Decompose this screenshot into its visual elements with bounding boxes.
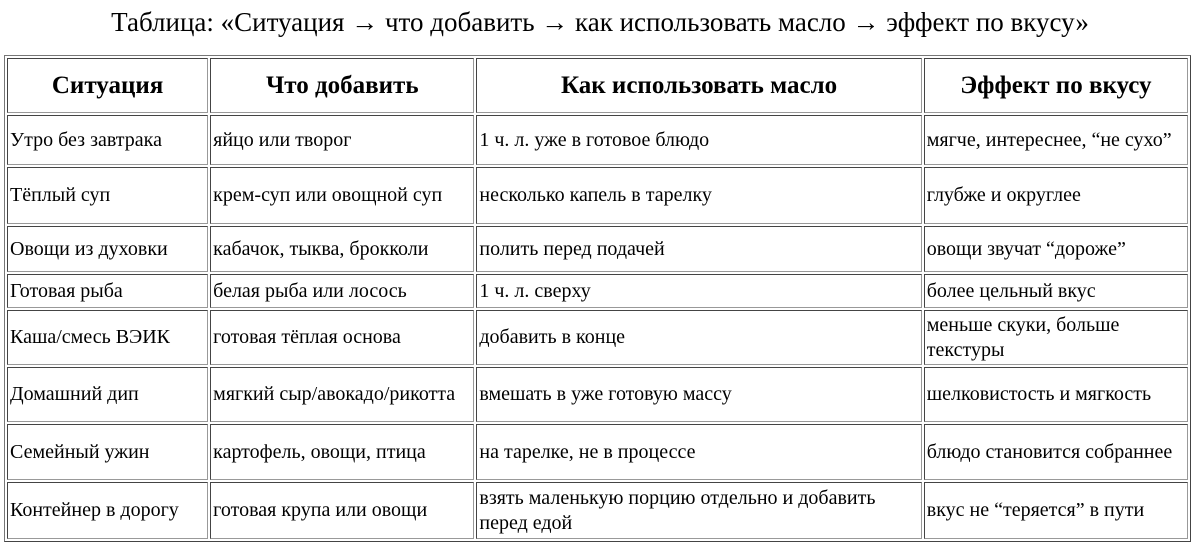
table-row [7, 226, 1188, 272]
cell-how-to-use-oil: несколько капель в тарелку [476, 167, 921, 224]
cell-what-to-add: готовая тёплая основа [210, 310, 474, 365]
header-taste-effect: Эффект по вкусу [924, 58, 1188, 113]
table-row [7, 424, 1188, 480]
cell-how-to-use-oil: добавить в конце [476, 310, 921, 365]
table-row [7, 367, 1188, 422]
table-row [7, 482, 1188, 539]
table-row [7, 274, 1188, 308]
cell-what-to-add: белая рыба или лосось [210, 274, 474, 308]
table-row [7, 115, 1188, 165]
cell-what-to-add: мягкий сыр/авокадо/рикотта [210, 367, 474, 422]
cell-taste-effect: шелковистость и мягкость [924, 367, 1188, 422]
cell-situation: Тёплый суп [7, 167, 208, 224]
situation-table [4, 55, 1191, 542]
cell-taste-effect: овощи звучат “дороже” [924, 226, 1188, 272]
cell-taste-effect: глубже и округлее [924, 167, 1188, 224]
cell-situation: Домашний дип [7, 367, 208, 422]
cell-what-to-add: крем-суп или овощной суп [210, 167, 474, 224]
cell-how-to-use-oil: 1 ч. л. уже в готовое блюдо [476, 115, 921, 165]
cell-how-to-use-oil: взять маленькую порцию отдельно и добавить перед едой [476, 482, 921, 539]
header-how-to-use-oil: Как использовать масло [476, 58, 921, 113]
cell-taste-effect: блюдо становится собраннее [924, 424, 1188, 480]
table-row [7, 310, 1188, 365]
cell-what-to-add: яйцо или творог [210, 115, 474, 165]
cell-situation: Контейнер в дорогу [7, 482, 208, 539]
cell-taste-effect: более цельный вкус [924, 274, 1188, 308]
cell-how-to-use-oil: 1 ч. л. сверху [476, 274, 921, 308]
cell-what-to-add: кабачок, тыква, брокколи [210, 226, 474, 272]
cell-taste-effect: вкус не “теряется” в пути [924, 482, 1188, 539]
cell-what-to-add: картофель, овощи, птица [210, 424, 474, 480]
header-row [7, 58, 1188, 113]
cell-situation: Каша/смесь ВЭИК [7, 310, 208, 365]
cell-how-to-use-oil: полить перед подачей [476, 226, 921, 272]
cell-situation: Семейный ужин [7, 424, 208, 480]
cell-what-to-add: готовая крупа или овощи [210, 482, 474, 539]
table-row [7, 167, 1188, 224]
cell-taste-effect: меньше скуки, больше текстуры [924, 310, 1188, 365]
cell-situation: Утро без завтрака [7, 115, 208, 165]
cell-how-to-use-oil: на тарелке, не в процессе [476, 424, 921, 480]
cell-how-to-use-oil: вмешать в уже готовую массу [476, 367, 921, 422]
cell-situation: Готовая рыба [7, 274, 208, 308]
cell-taste-effect: мягче, интереснее, “не сухо” [924, 115, 1188, 165]
header-situation: Ситуация [7, 58, 208, 113]
header-what-to-add: Что добавить [210, 58, 474, 113]
page-title: Таблица: «Ситуация → что добавить → как использовать масло → эффект по вкусу» [111, 7, 1089, 37]
cell-situation: Овощи из духовки [7, 226, 208, 272]
